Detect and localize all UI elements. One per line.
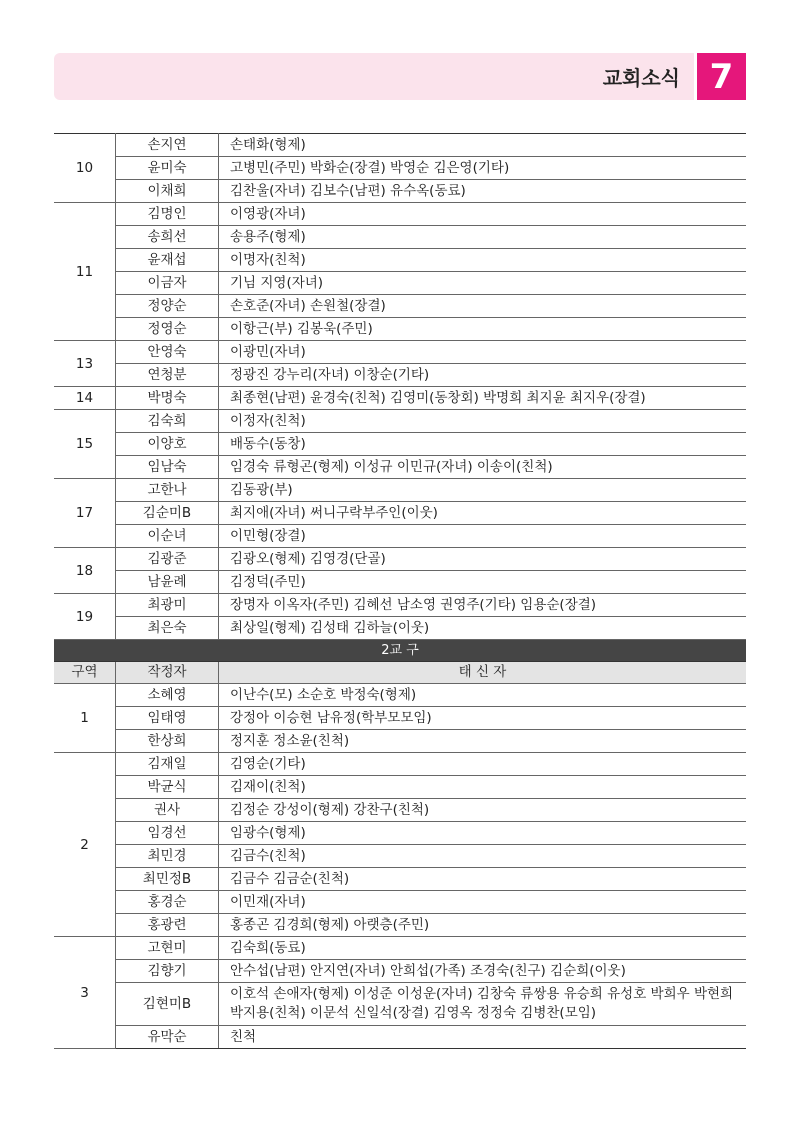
writer-cell: 홍광련: [116, 914, 219, 937]
beneficiary-cell: 이정자(친척): [219, 410, 747, 433]
writer-cell: 고한나: [116, 479, 219, 502]
writer-cell: 윤재섭: [116, 249, 219, 272]
table-row: [54, 753, 746, 776]
writer-cell: 김재일: [116, 753, 219, 776]
writer-cell: 임경선: [116, 822, 219, 845]
beneficiary-cell: 임경숙 류형곤(형제) 이성규 이민규(자녀) 이송이(친척): [219, 456, 747, 479]
column-header-group: 구역: [54, 662, 116, 684]
table-row: [54, 272, 746, 295]
group-cell: 1: [54, 684, 116, 753]
table-row: [54, 891, 746, 914]
table-row: [54, 180, 746, 203]
writer-cell: 정양순: [116, 295, 219, 318]
table-row: [54, 433, 746, 456]
beneficiary-cell: 이민형(장결): [219, 525, 747, 548]
table-row: [54, 226, 746, 249]
beneficiary-cell: 김금수(친척): [219, 845, 747, 868]
column-header-writer: 작정자: [116, 662, 219, 684]
beneficiary-cell: 강정아 이승현 남유정(학부모모임): [219, 707, 747, 730]
group-cell: 15: [54, 410, 116, 479]
writer-cell: 소혜영: [116, 684, 219, 707]
beneficiary-cell: 손태화(형제): [219, 134, 747, 157]
writer-cell: 이순녀: [116, 525, 219, 548]
table-row: [54, 594, 746, 617]
beneficiary-cell: 송용주(형제): [219, 226, 747, 249]
table-row: [54, 525, 746, 548]
beneficiary-cell: 김정순 강성이(형제) 강찬구(친척): [219, 799, 747, 822]
beneficiary-cell: 정광진 강누리(자녀) 이창순(기타): [219, 364, 747, 387]
beneficiary-cell: 배동수(동창): [219, 433, 747, 456]
writer-cell: 김숙희: [116, 410, 219, 433]
group-cell: 11: [54, 203, 116, 341]
beneficiary-cell: 김영순(기타): [219, 753, 747, 776]
beneficiary-cell: 최종현(남편) 윤경숙(친척) 김영미(동창회) 박명희 최지윤 최지우(장결): [219, 387, 747, 410]
table-row: [54, 822, 746, 845]
writer-cell: 박명숙: [116, 387, 219, 410]
beneficiary-cell: 김동광(부): [219, 479, 747, 502]
table-row: [54, 1026, 746, 1049]
table-row: [54, 502, 746, 525]
writer-cell: 연청분: [116, 364, 219, 387]
table-row: [54, 134, 746, 157]
writer-cell: 윤미숙: [116, 157, 219, 180]
writer-cell: 홍경순: [116, 891, 219, 914]
column-header-row: [54, 662, 746, 684]
table-row: [54, 387, 746, 410]
district-header-row: [54, 640, 746, 662]
writer-cell: 이채희: [116, 180, 219, 203]
beneficiary-cell: 이광민(자녀): [219, 341, 747, 364]
writer-cell: 임태영: [116, 707, 219, 730]
table-row: [54, 318, 746, 341]
writer-cell: 김순미B: [116, 502, 219, 525]
group-cell: 19: [54, 594, 116, 640]
writer-cell: 손지연: [116, 134, 219, 157]
table-row: [54, 571, 746, 594]
beneficiary-cell: 손호준(자녀) 손원철(장결): [219, 295, 747, 318]
writer-cell: 김광준: [116, 548, 219, 571]
roster-table: [54, 133, 746, 1049]
group-cell: 14: [54, 387, 116, 410]
beneficiary-cell: 이민재(자녀): [219, 891, 747, 914]
beneficiary-cell: 기님 지영(자녀): [219, 272, 747, 295]
beneficiary-cell: 친척: [219, 1026, 747, 1049]
table-row: [54, 410, 746, 433]
beneficiary-cell: 최상일(형제) 김성태 김하늘(이웃): [219, 617, 747, 640]
beneficiary-cell: 임광수(형제): [219, 822, 747, 845]
table-row: [54, 707, 746, 730]
table-row: [54, 456, 746, 479]
group-cell: 13: [54, 341, 116, 387]
writer-cell: 권사: [116, 799, 219, 822]
table-row: [54, 364, 746, 387]
table-row: [54, 295, 746, 318]
writer-cell: 최은숙: [116, 617, 219, 640]
table-row: [54, 479, 746, 502]
beneficiary-cell: 이명자(친척): [219, 249, 747, 272]
writer-cell: 정영순: [116, 318, 219, 341]
beneficiary-cell: 김정덕(주민): [219, 571, 747, 594]
writer-cell: 남윤례: [116, 571, 219, 594]
table-row: [54, 684, 746, 707]
table-row: [54, 799, 746, 822]
table-row: [54, 960, 746, 983]
table-row: [54, 937, 746, 960]
beneficiary-cell: 이호석 손애자(형제) 이성준 이성운(자녀) 김창숙 류쌍용 유승희 유성호 박희우 박현희 박지용(친척) 이문석 신일석(장결) 김영옥 정정숙 김병찬(모임): [219, 983, 747, 1026]
table-row: [54, 617, 746, 640]
beneficiary-cell: 홍종곤 김경희(형제) 아랫층(주민): [219, 914, 747, 937]
beneficiary-cell: 김광오(형제) 김영경(단골): [219, 548, 747, 571]
writer-cell: 김명인: [116, 203, 219, 226]
group-cell: 18: [54, 548, 116, 594]
writer-cell: 고현미: [116, 937, 219, 960]
page-number: 7: [697, 53, 746, 100]
group-cell: 17: [54, 479, 116, 548]
table-row: [54, 730, 746, 753]
table-row: [54, 249, 746, 272]
section-title: 교회소식: [602, 66, 680, 90]
writer-cell: 이금자: [116, 272, 219, 295]
group-cell: 3: [54, 937, 116, 1049]
table-row: [54, 845, 746, 868]
writer-cell: 한상희: [116, 730, 219, 753]
beneficiary-cell: 김숙희(동료): [219, 937, 747, 960]
beneficiary-cell: 이영광(자녀): [219, 203, 747, 226]
group-cell: 2: [54, 753, 116, 937]
writer-cell: 이양호: [116, 433, 219, 456]
beneficiary-cell: 김재이(친척): [219, 776, 747, 799]
table-row: [54, 868, 746, 891]
beneficiary-cell: 고병민(주민) 박화순(장결) 박영순 김은영(기타): [219, 157, 747, 180]
writer-cell: 최민정B: [116, 868, 219, 891]
writer-cell: 최민경: [116, 845, 219, 868]
writer-cell: 김현미B: [116, 983, 219, 1026]
table-row: [54, 983, 746, 1026]
column-header-beneficiaries: 태 신 자: [219, 662, 747, 684]
table-row: [54, 548, 746, 571]
table-row: [54, 203, 746, 226]
beneficiary-cell: 안수섭(남편) 안지연(자녀) 안희섭(가족) 조경숙(친구) 김순희(이웃): [219, 960, 747, 983]
district-title: 2교 구: [54, 640, 746, 662]
table-row: [54, 341, 746, 364]
writer-cell: 김향기: [116, 960, 219, 983]
writer-cell: 박균식: [116, 776, 219, 799]
beneficiary-cell: 정지훈 정소윤(친척): [219, 730, 747, 753]
beneficiary-cell: 김찬울(자녀) 김보수(남편) 유수옥(동료): [219, 180, 747, 203]
group-cell: 10: [54, 134, 116, 203]
beneficiary-cell: 이난수(모) 소순호 박정숙(형제): [219, 684, 747, 707]
beneficiary-cell: 최지애(자녀) 써니구락부주인(이웃): [219, 502, 747, 525]
writer-cell: 송희선: [116, 226, 219, 249]
beneficiary-cell: 김금수 김금순(친척): [219, 868, 747, 891]
beneficiary-cell: 이항근(부) 김봉욱(주민): [219, 318, 747, 341]
writer-cell: 안영숙: [116, 341, 219, 364]
table-row: [54, 776, 746, 799]
writer-cell: 유막순: [116, 1026, 219, 1049]
beneficiary-cell: 장명자 이옥자(주민) 김혜선 남소영 권영주(기타) 임용순(장결): [219, 594, 747, 617]
table-row: [54, 157, 746, 180]
writer-cell: 임남숙: [116, 456, 219, 479]
table-row: [54, 914, 746, 937]
writer-cell: 최광미: [116, 594, 219, 617]
